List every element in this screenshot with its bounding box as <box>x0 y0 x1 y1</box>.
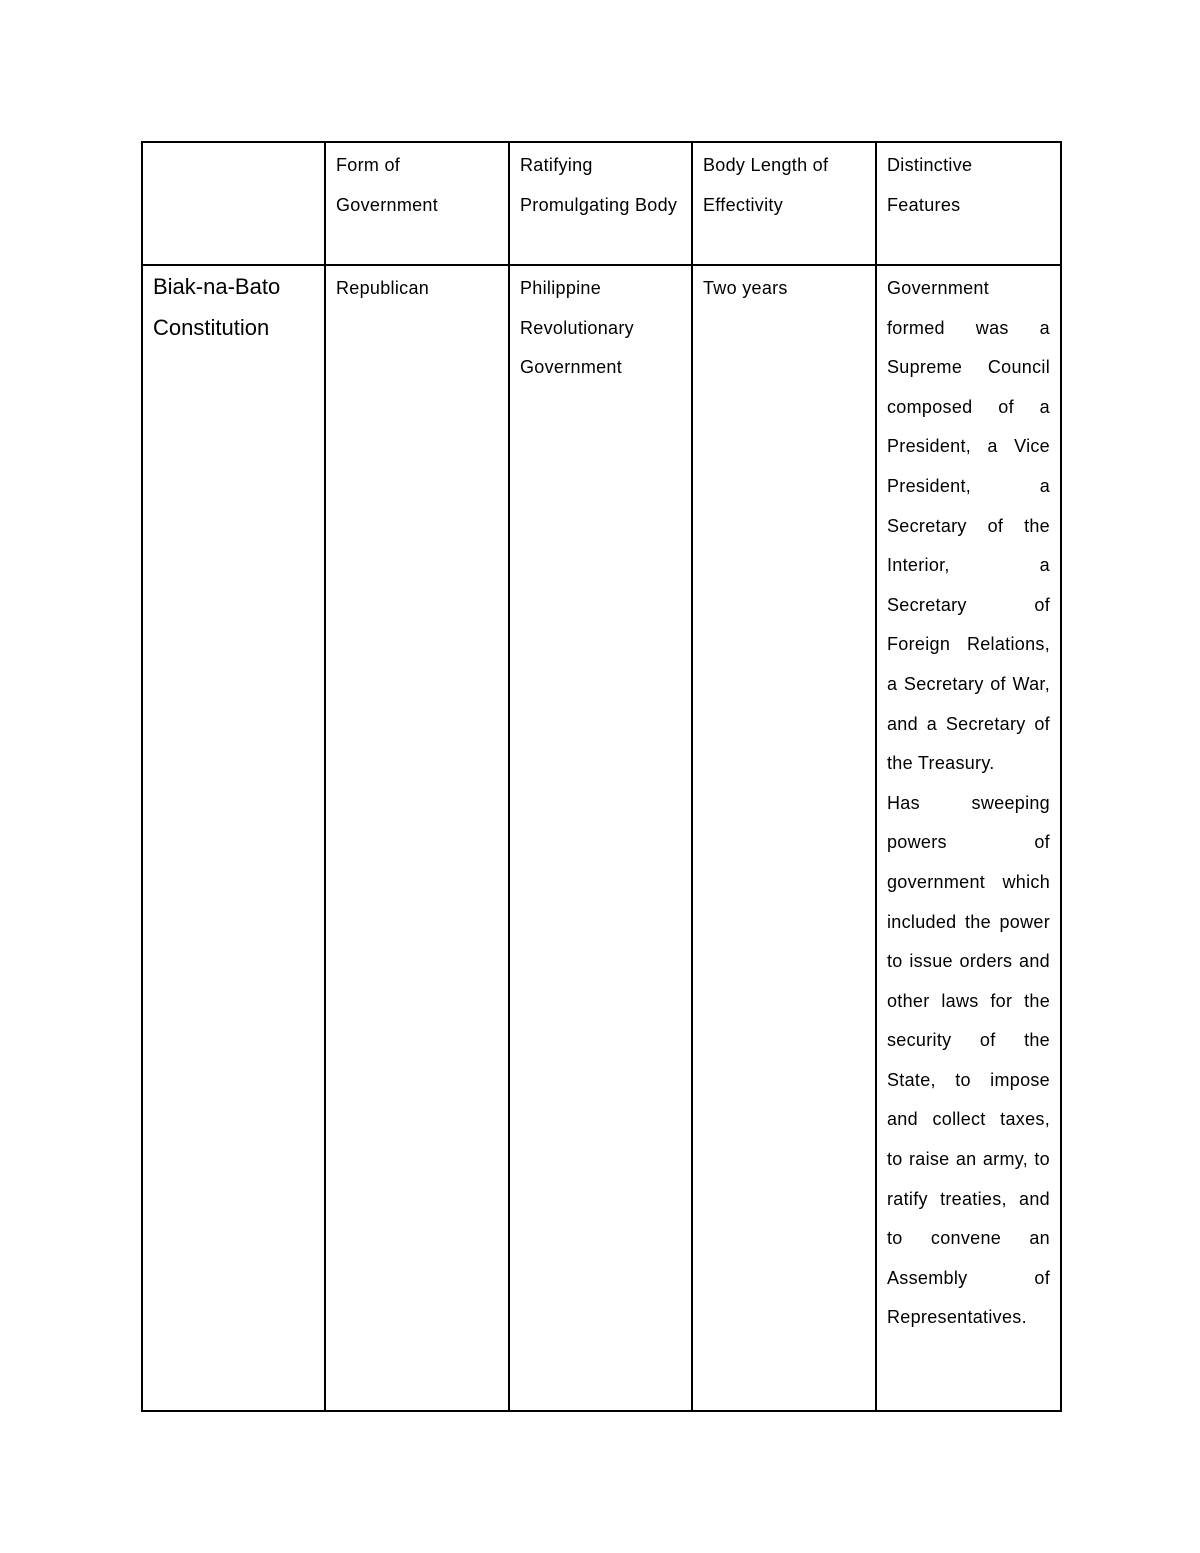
constitution-comparison-table <box>141 141 1062 1412</box>
distinctive-feature-paragraph-1: Government formed was a Supreme Council composed of a President, a Vice President, a Secretary of the Interior, a Secretary of Foreign Relations, a Secretary of War, and a Secretary of the Treasury. <box>887 278 1050 774</box>
distinctive-feature-paragraph-2: Has sweeping powers of government which included the power to issue orders and other laws for the security of the State, to impose and collect taxes, to raise an army, to ratify treaties, and to convene an Assembly of Representatives. <box>887 792 1050 1328</box>
header-cell-distinctive-features <box>876 142 1061 265</box>
form-of-government-cell <box>325 265 509 1411</box>
length-of-effectivity-cell <box>692 265 876 1411</box>
ratifying-body-cell <box>509 265 692 1411</box>
header-cell-empty <box>142 142 325 265</box>
row-label-cell <box>142 265 325 1411</box>
header-cell-form-of-government <box>325 142 509 265</box>
table-header-row <box>142 142 1061 265</box>
header-cell-length-of-effectivity <box>692 142 876 265</box>
length-of-effectivity-value: Two years <box>703 278 788 298</box>
ratifying-body-value: Philippine Revolutionary Government <box>520 278 634 378</box>
header-form-of-government-text: Form of Government <box>336 155 439 215</box>
table-row <box>142 265 1061 1411</box>
header-distinctive-features-text: Distinctive Features <box>887 155 973 215</box>
header-length-of-effectivity-text: Body Length of Effectivity <box>703 155 829 215</box>
form-of-government-value: Republican <box>336 278 430 298</box>
header-ratifying-body-text: Ratifying Promulgating Body <box>520 155 678 215</box>
distinctive-features-cell <box>876 265 1061 1411</box>
constitution-name: Biak-na-Bato Constitution <box>153 274 281 340</box>
header-cell-ratifying-body <box>509 142 692 265</box>
